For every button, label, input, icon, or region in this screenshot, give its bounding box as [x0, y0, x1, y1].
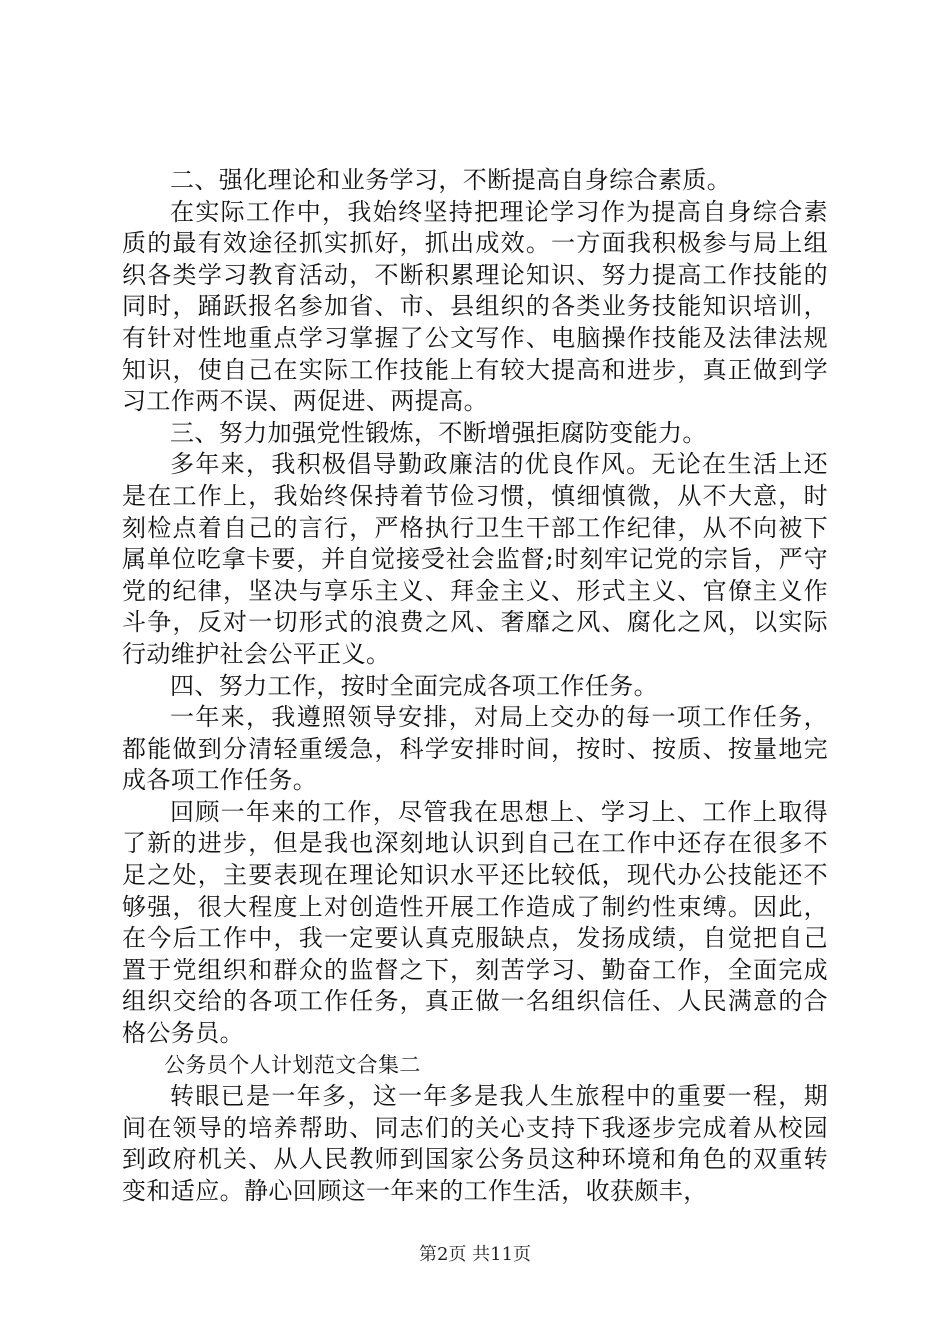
collection-subtitle: 公务员个人计划范文合集二 — [164, 1052, 421, 1077]
paragraph-integrity: 多年来，我积极倡导勤政廉洁的优良作风。无论在生活上还是在工作上，我始终保持着节俭习惯，慎细慎微，从不大意，时刻检点着自己的言行，严格执行卫生干部工作纪律，从不向被下属单位吃拿卡要，并自觉接受社会监督;时刻牢记党的宗旨，严守党的纪律，坚决与享乐主义、拜金主义、形式主义、官僚主义作斗争，反对一切形式的浪费之风、奢靡之风、腐化之风，以实际行动维护社会公平正义。 — [122, 450, 828, 668]
paragraph-year-reflection: 转眼已是一年多，这一年多是我人生旅程中的重要一程，期间在领导的培养帮助、同志们的关心支持下我逐步完成着从校园到政府机关、从人民教师到国家公务员这种环境和角色的双重转变和适应。静心回顾这一年来的工作生活，收获颇丰， — [122, 1082, 828, 1205]
document-body — [122, 165, 828, 1208]
paragraph-theory-study: 在实际工作中，我始终坚持把理论学习作为提高自身综合素质的最有效途径抓实抓好，抓出成效。一方面我积极参与局上组织各类学习教育活动，不断积累理论知识、努力提高工作技能的同时，踊跃报名参加省、市、县组织的各类业务技能知识培训，有针对性地重点学习掌握了公文写作、电脑操作技能及法律法规知识，使自己在实际工作技能上有较大提高和进步，真正做到学习工作两不误、两促进、两提高。 — [122, 197, 828, 416]
section-heading-3: 三、努力加强党性锻炼，不断增强拒腐防变能力。 — [170, 418, 707, 447]
paragraph-task-completion: 一年来，我遵照领导安排，对局上交办的每一项工作任务，都能做到分清轻重缓急，科学安排时间，按时、按质、按量地完成各项工作任务。 — [122, 703, 828, 795]
paragraph-review: 回顾一年来的工作，尽管我在思想上、学习上、工作上取得了新的进步，但是我也深刻地认识到自己在工作中还存在很多不足之处，主要表现在理论知识水平还比较低，现代办公技能还不够强，很大程度上对创造性开展工作造成了制约性束缚。因此，在今后工作中，我一定要认真克服缺点，发扬成绩，自觉把自己置于党组织和群众的监督之下，刻苦学习、勤奋工作，全面完成组织交给的各项工作任务，真正做一名组织信任、人民满意的合格公务员。 — [122, 797, 828, 1048]
section-heading-2: 二、强化理论和业务学习，不断提高自身综合素质。 — [170, 166, 732, 194]
section-heading-4: 四、努力工作，按时全面完成各项工作任务。 — [170, 671, 658, 700]
page-number-footer: 第2页 共11页 — [418, 1244, 532, 1265]
